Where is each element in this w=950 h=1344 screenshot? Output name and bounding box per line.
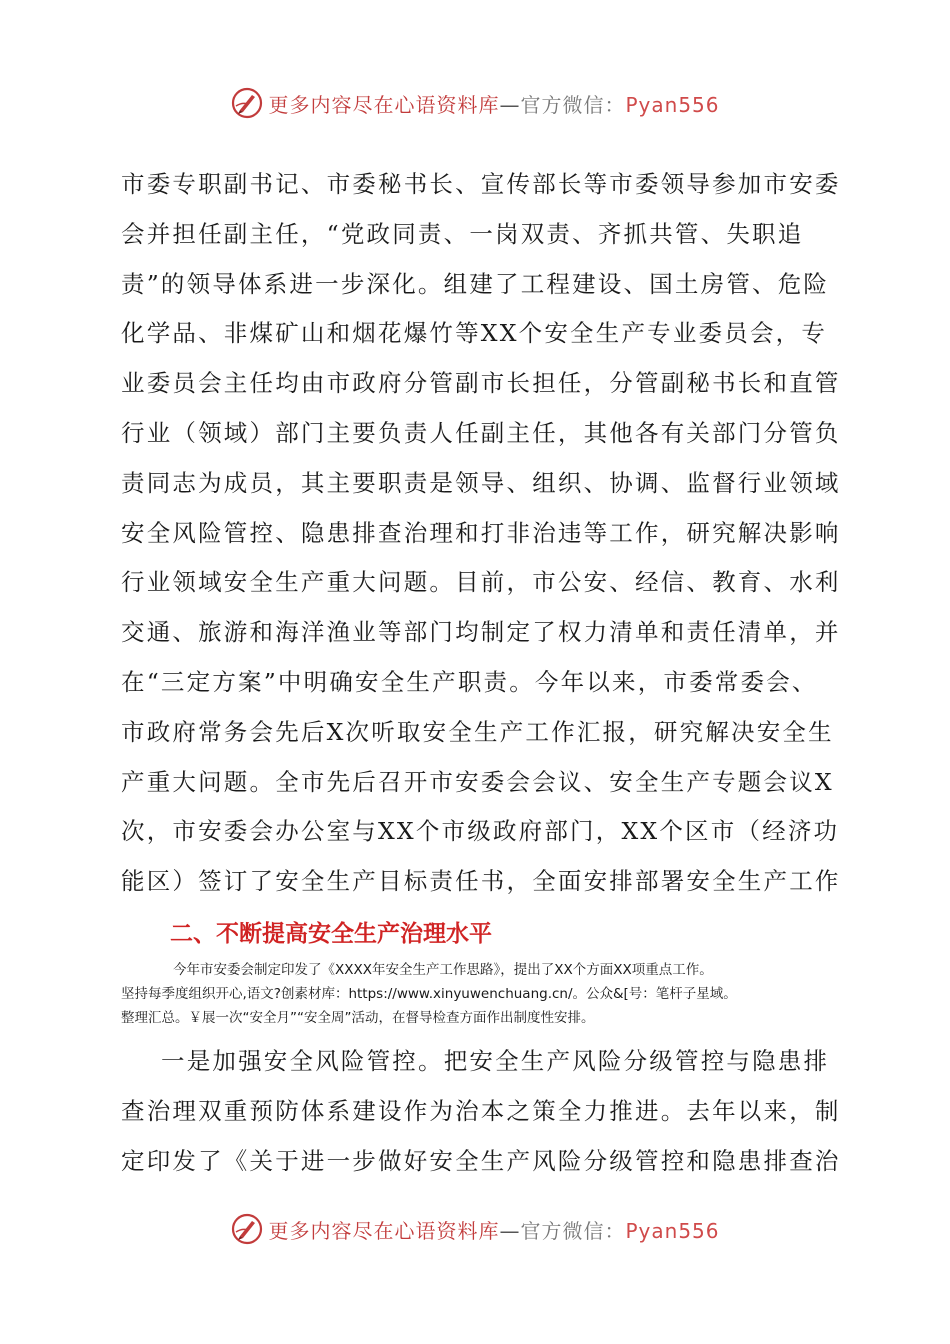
text-line: 市委专职副书记、市委秘书长、宣传部长等市委领导参加市安委 [121,170,841,198]
banner-wechat-label: 官方微信： [520,1218,626,1243]
banner-dash: — [499,1218,521,1243]
body-paragraph-1 [121,160,841,907]
text-line: 次，市安委会办公室与XX个市级政府部门，XX个区市（经济功 [121,817,840,846]
text-line: 查治理双重预防体系建设作为治本之策全力推进。去年以来，制 [121,1097,841,1125]
banner-text [268,1215,719,1244]
text-line: 行业（领域）部门主要负责人任副主任，其他各有关部门分管负 [121,418,841,447]
banner-wechat-label: 官方微信： [520,92,626,117]
text-line: 安全风险管控、隐患排查治理和打非治违等工作，研究解决影响 [121,518,841,547]
small-text-block [121,958,841,1030]
text-line: 责”的领导体系进一步深化。组建了工程建设、国土房管、危险 [121,269,830,298]
text-line: 定印发了《关于进一步做好安全生产风险分级管控和隐患排查治 [121,1147,841,1175]
banner-prefix: 更多内容尽在心语资料库 [268,92,500,117]
text-line: 化学品、非煤矿山和烟花爆竹等XX个安全生产专业委员会，专 [121,319,828,348]
pen-logo-icon [230,86,264,120]
text-line: 业委员会主任均由市政府分管副市长担任，分管副秘书长和直管 [121,369,841,398]
text-line: 在“三定方案”中明确安全生产职责。今年以来，市委常委会、 [121,667,818,696]
text-line: 会并担任副主任，“党政同责、一岗双责、齐抓共管、失职追 [121,219,804,248]
body-paragraph-2 [121,1036,841,1186]
text-line: 交通、旅游和海洋渔业等部门均制定了权力清单和责任清单，并 [121,618,841,647]
banner-text [268,89,719,118]
text-line: 能区）签订了安全生产目标责任书，全面安排部署安全生产工作 [121,867,841,896]
text-line: 责同志为成员，其主要职责是领导、组织、协调、监督行业领域 [121,468,841,497]
text-line: 一是加强安全风险管控。把安全生产风险分级管控与隐患排 [161,1047,830,1075]
small-text-line: 今年市安委会制定印发了《XXXX年安全生产工作思路》，提出了XX个方面XX项重点工作。 [173,962,713,978]
section-heading: 二、不断提高安全生产治理水平 [170,921,492,947]
header-banner [0,83,950,123]
text-line: 市政府常务会先后X次听取安全生产工作汇报，研究解决安全生 [121,717,834,746]
footer-banner [0,1209,950,1249]
banner-prefix: 更多内容尽在心语资料库 [268,1218,500,1243]
banner-wechat-id: Pyan556 [625,92,720,117]
small-text-line: 坚持每季度组织开心,语文?创素材库：https://www.xinyuwenchuang.cn/。公众&[号：笔杆子星域。 [121,986,737,1002]
pen-logo-icon [230,1212,264,1246]
banner-wechat-id: Pyan556 [625,1218,720,1243]
text-line: 产重大问题。全市先后召开市安委会会议、安全生产专题会议X [121,767,834,796]
banner-dash: — [499,92,521,117]
text-line: 行业领域安全生产重大问题。目前，市公安、经信、教育、水利 [121,568,841,597]
small-text-line: 整理汇总。￥展一次“安全月”“安全周”活动，在督导检查方面作出制度性安排。 [121,1010,595,1026]
